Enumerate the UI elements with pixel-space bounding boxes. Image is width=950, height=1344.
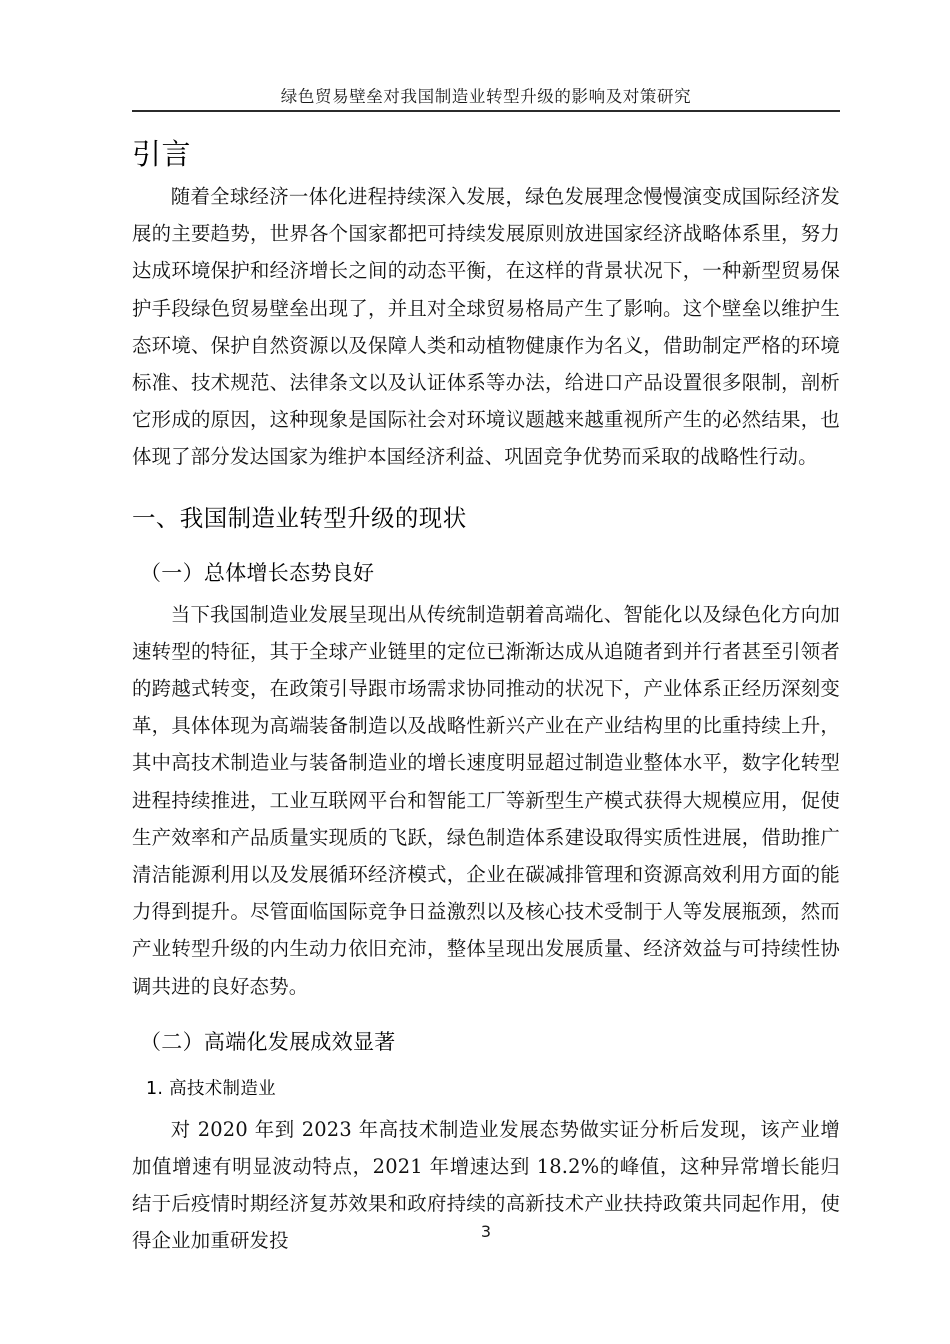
paragraph-overall-growth: 当下我国制造业发展呈现出从传统制造朝着高端化、智能化以及绿色化方向加速转型的特征，其于全球产业链里的定位已渐渐达成从追随者到并行者甚至引领者的跨越式转变，在政策引导跟市场需求协同推动的状况下，产业体系正经历深刻变革，具体体现为高端装备制造以及战略性新兴产业在产业结构里的比重持续上升，其中高技术制造业与装备制造业的增长速度明显超过制造业整体水平，数字化转型进程持续推进，工业互联网平台和智能工厂等新型生产模式获得大规模应用，促使生产效率和产品质量实现质的飞跃，绿色制造体系建设取得实质性进展，借助推广清洁能源利用以及发展循环经济模式，企业在碳减排管理和资源高效利用方面的能力得到提升。尽管面临国际竞争日益激烈以及核心技术受制于人等发展瓶颈，然而产业转型升级的内生动力依旧充沛，整体呈现出发展质量、经济效益与可持续性协调共进的良好态势。 <box>132 602 840 998</box>
document-body <box>132 134 840 1260</box>
paragraph-introduction: 随着全球经济一体化进程持续深入发展，绿色发展理念慢慢演变成国际经济发展的主要趋势，世界各个国家都把可持续发展原则放进国家经济战略体系里，努力达成环境保护和经济增长之间的动态平衡，在这样的背景状况下，一种新型贸易保护手段绿色贸易壁垒出现了，并且对全球贸易格局产生了影响。这个壁垒以维护生态环境、保护自然资源以及保障人类和动植物健康作为名义，借助制定严格的环境标准、技术规范、法律条文以及认证体系等办法，给进口产品设置很多限制，剖析它形成的原因，这种现象是国际社会对环境议题越来越重视所产生的必然结果，也体现了部分发达国家为维护本国经济利益、巩固竞争优势而采取的战略性行动。 <box>132 185 840 469</box>
heading-section-one-sub-two: （二）高端化发展成效显著 <box>140 1029 396 1054</box>
heading-introduction: 引言 <box>132 137 192 171</box>
heading-section-one-sub-one: （一）总体增长态势良好 <box>140 560 375 585</box>
header-divider-rule <box>132 110 840 112</box>
page-number: 3 <box>480 1222 492 1241</box>
running-header-title: 绿色贸易壁垒对我国制造业转型升级的影响及对策研究 <box>280 87 692 106</box>
heading-high-tech-manufacturing: 1. 高技术制造业 <box>146 1078 276 1099</box>
running-header <box>132 86 840 120</box>
paragraph-high-tech-manufacturing: 对 2020 年到 2023 年高技术制造业发展态势做实证分析后发现，该产业增加值增速有明显波动特点，2021 年增速达到 18.2%的峰值，这种异常增长能归结于后疫情时期经济复苏效果和政府持续的高新技术产业扶持政策共同起作用，使得企业加重研发投 <box>132 1117 840 1253</box>
heading-section-one: 一、我国制造业转型升级的现状 <box>132 503 467 532</box>
